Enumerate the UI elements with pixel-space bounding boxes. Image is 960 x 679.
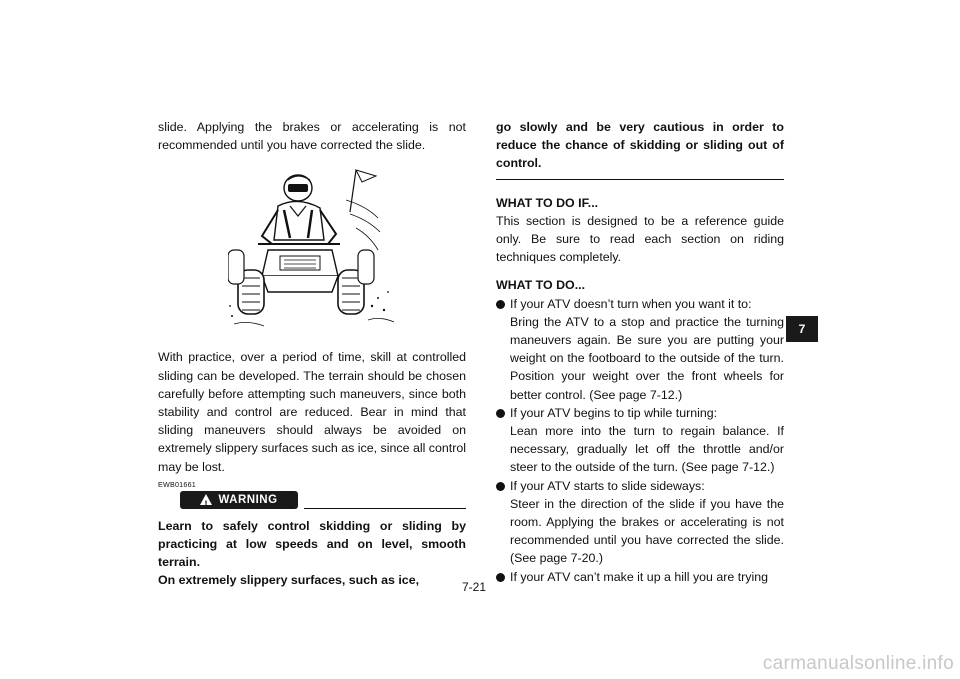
warning-continuation: go slowly and be very cautious in order to reduce the chance of skidding or sliding out of control. [496,120,784,171]
warning-header [158,491,466,511]
bullet-body: Bring the ATV to a stop and practice the turning maneuvers again. Be sure you are putting your weight on the footboard to the outside of the turn. Position your weight over the front wheels for better control. (See page 7-12.) [510,314,784,402]
bullet-list [496,295,784,586]
bullet-lead: If your ATV doesn’t turn when you want it to: [510,296,752,311]
warning-end-rule [496,179,784,180]
warning-paragraph-2: On extremely slippery surfaces, such as ice, [158,573,420,588]
warning-triangle-icon [200,494,212,505]
list-item [496,404,784,477]
warning-code: EWB01661 [158,479,196,489]
bullet-icon [496,482,505,491]
left-paragraph-1: slide. Applying the brakes or accelerating is not recommended until you have corrected the slide. [158,120,466,153]
warning-rule [304,508,466,509]
warning-paragraph-1: Learn to safely control skidding or sliding by practicing at low speeds and on level, smooth terrain. [158,518,466,570]
watermark: carmanualsonline.info [762,653,954,674]
list-item [496,477,784,568]
bullet-body: Steer in the direction of the slide if you have the room. Applying the brakes or accelerating is not recommended until you have corrected the slide. (See page 7-20.) [510,496,784,566]
warning-badge [180,491,298,509]
intro-paragraph: This section is designed to be a reference guide only. Be sure to read each section on riding techniques completely. [496,213,784,265]
bullet-lead: If your ATV can’t make it up a hill you are trying [510,569,769,584]
bullet-icon [496,300,505,309]
atv-illustration [158,166,466,338]
heading-what-to-do-if: WHAT TO DO IF... [496,195,599,210]
list-item [496,295,784,404]
heading-what-to-do: WHAT TO DO... [496,278,586,293]
atv-rider-icon [228,166,398,338]
bullet-icon [496,573,505,582]
warning-label: WARNING [218,493,278,506]
bullet-lead: If your ATV starts to slide sideways: [510,478,705,493]
list-item [496,568,784,586]
bullet-icon [496,409,505,418]
left-column [158,118,466,590]
bullet-body: Lean more into the turn to regain balance. If necessary, gradually let off the throttle and/or steer to the outside of the turn. (See page 7-12.) [510,424,784,475]
left-paragraph-2: With practice, over a period of time, skill at controlled sliding can be developed. The terrain should be chosen carefully before attempting such maneuvers, since both stability and control are reduced. Bear in mind that sliding maneuvers should always be avoided on extremely slippery surfaces such as ice, since all control may be lost. [158,350,466,474]
right-column [496,118,784,586]
bullet-lead: If your ATV begins to tip while turning: [510,405,718,420]
chapter-tab: 7 [786,316,818,342]
page-number: 7-21 [462,580,487,594]
